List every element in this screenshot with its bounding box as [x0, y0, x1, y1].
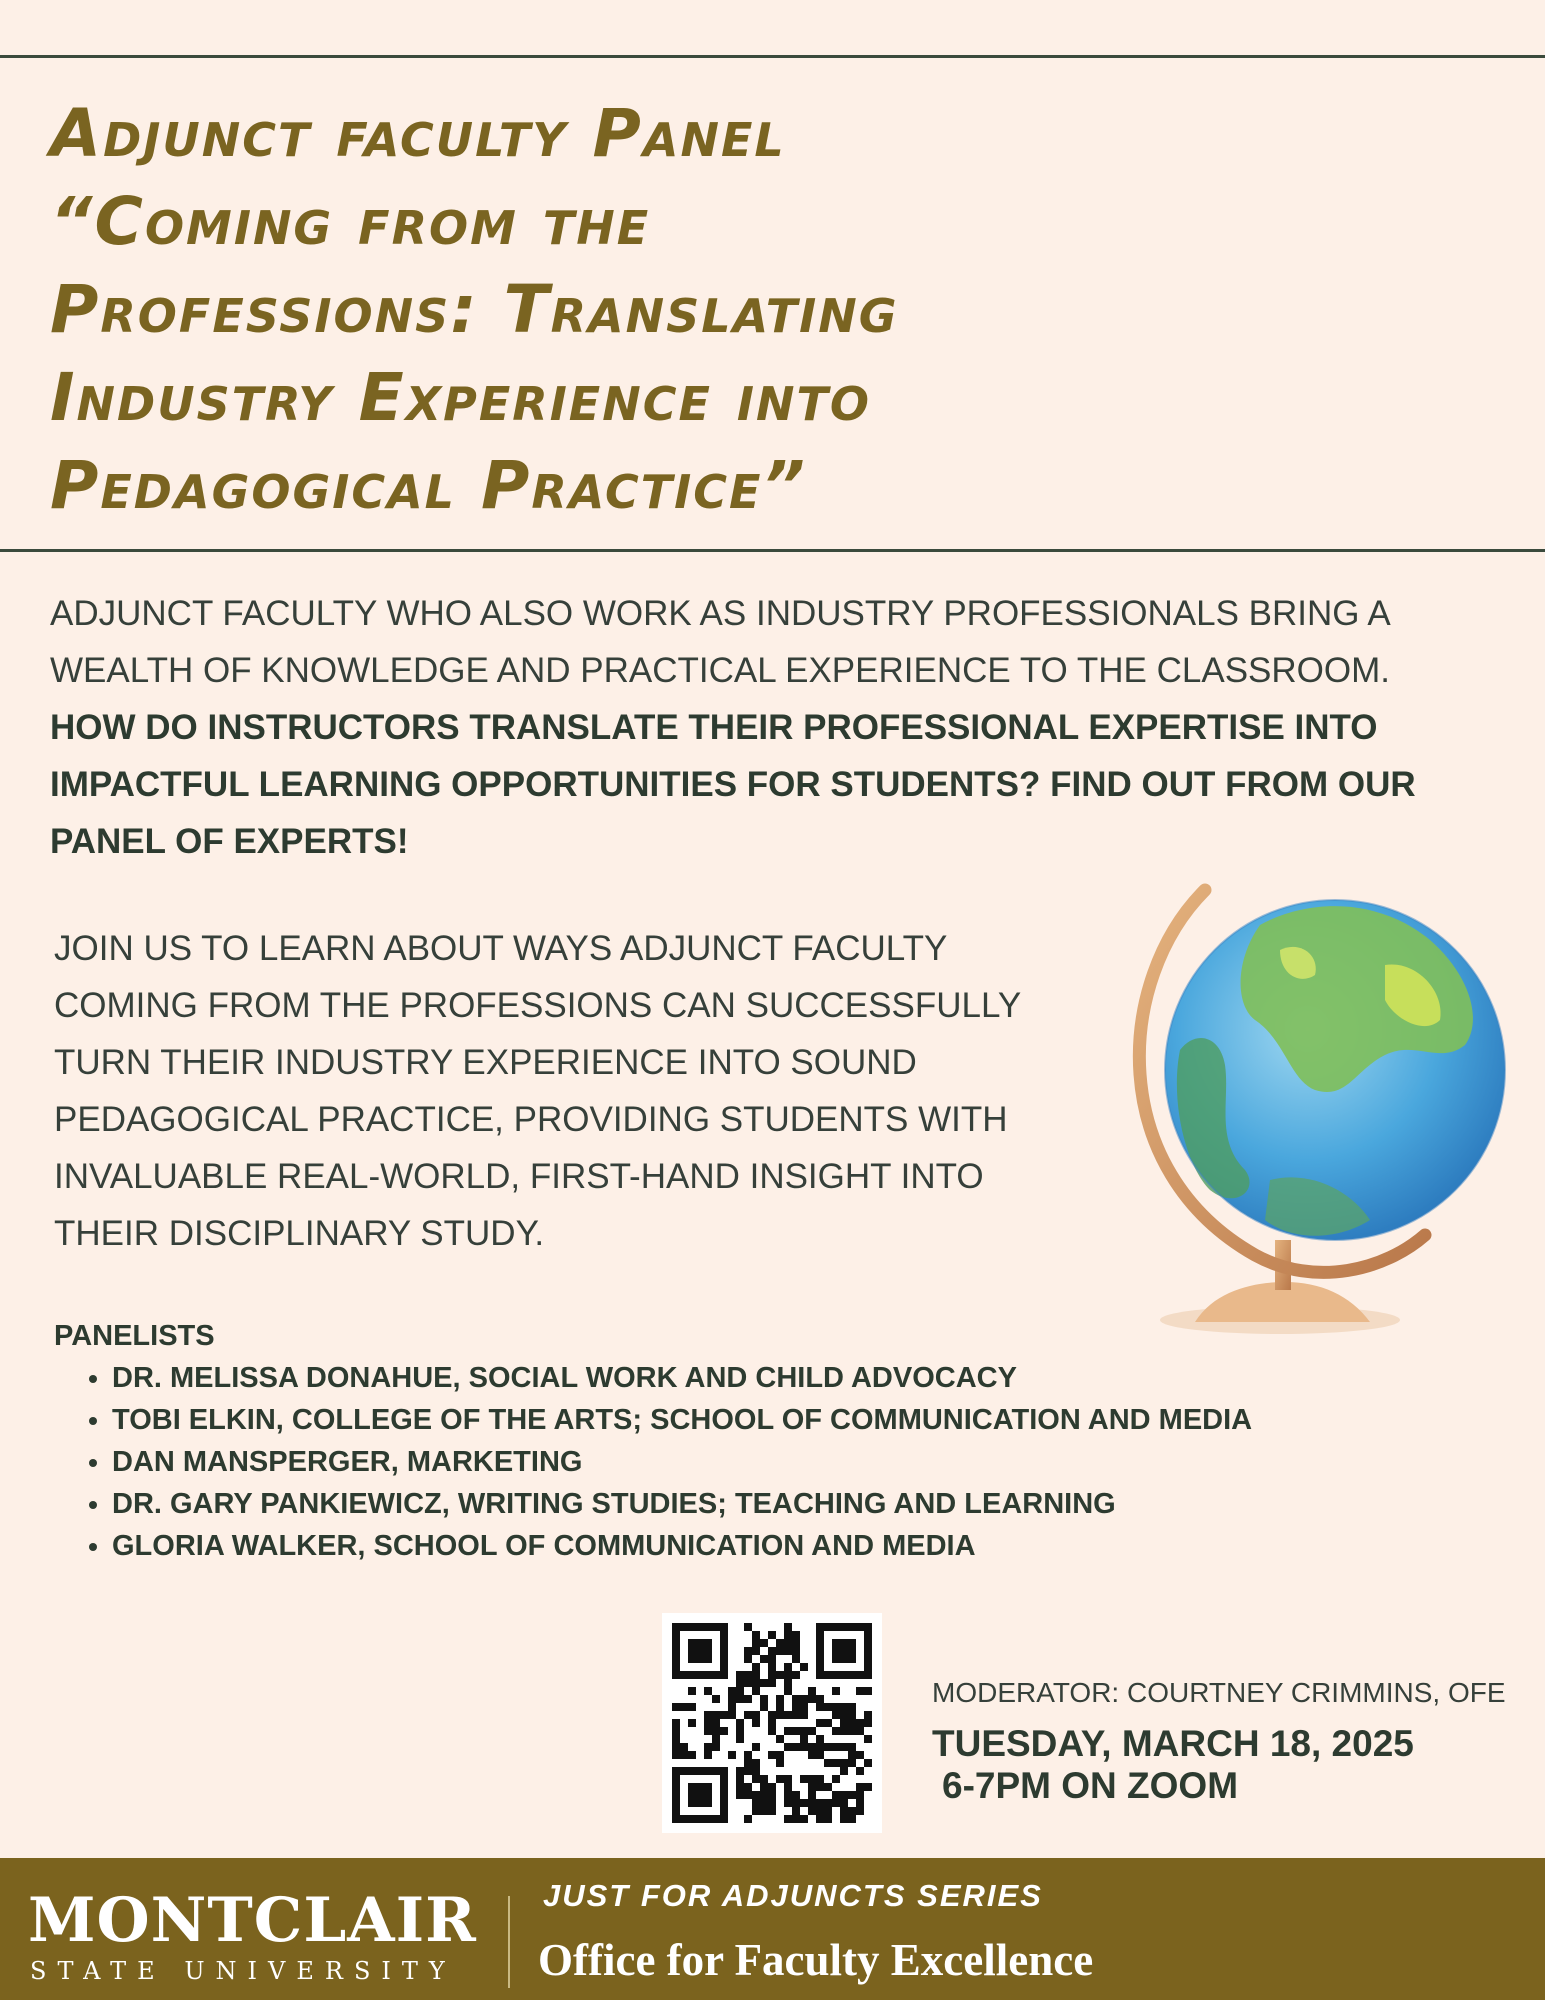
panelists-section: [54, 1320, 1494, 1567]
qr-code[interactable]: [662, 1613, 882, 1833]
panelist-item: • DR. MELISSA DONAHUE, SOCIAL WORK AND CHILD ADVOCACY: [112, 1357, 1494, 1399]
event-title: [50, 90, 1450, 530]
series-name: JUST FOR ADJUNCTS SERIES: [543, 1878, 1043, 1913]
title-divider: [0, 549, 1545, 552]
title-line: Professions: Translating: [50, 271, 899, 348]
panelist-item: • DAN MANSPERGER, MARKETING: [112, 1441, 1494, 1483]
footer-divider: [508, 1896, 510, 1988]
event-date: TUESDAY, MARCH 18, 2025: [932, 1723, 1414, 1764]
title-line: Industry Experience into: [50, 359, 871, 436]
intro-text: ADJUNCT FACULTY WHO ALSO WORK AS INDUSTRY PROFESSIONALS BRING A WEALTH OF KNOWLEDGE AND PRACTICAL EXPERIENCE TO THE CLASSROOM.: [50, 594, 1390, 690]
intro-question: HOW DO INSTRUCTORS TRANSLATE THEIR PROFESSIONAL EXPERTISE INTO IMPACTFUL LEARNING OPPORTUNITIES FOR STUDENTS? FIND OUT FROM OUR PANEL OF EXPERTS!: [50, 708, 1416, 861]
title-line: Adjunct faculty Panel: [50, 95, 786, 172]
globe-illustration: [1085, 870, 1515, 1340]
panelist-item: • DR. GARY PANKIEWICZ, WRITING STUDIES; TEACHING AND LEARNING: [112, 1483, 1494, 1525]
university-logo-name: MONTCLAIR: [28, 1885, 477, 1956]
footer-bar: [0, 1858, 1545, 2000]
panelist-item: • TOBI ELKIN, COLLEGE OF THE ARTS; SCHOOL OF COMMUNICATION AND MEDIA: [112, 1399, 1494, 1441]
title-line: “Coming from the: [50, 183, 651, 260]
panelists-heading: PANELISTS: [54, 1320, 215, 1352]
top-divider: [0, 55, 1545, 58]
office-name: Office for Faculty Excellence: [538, 1935, 1094, 1985]
event-time: 6-7PM ON ZOOM: [942, 1765, 1239, 1806]
intro-paragraph: [50, 585, 1480, 870]
description-paragraph: JOIN US TO LEARN ABOUT WAYS ADJUNCT FACULTY COMING FROM THE PROFESSIONS CAN SUCCESSFULLY TURN THEIR INDUSTRY EXPERIENCE INTO SOUND PEDAGOGICAL PRACTICE, PROVIDING STUDENTS WITH INVALUABLE REAL-WORLD, FIRST-HAND INSIGHT INTO THEIR DISCIPLINARY STUDY.: [54, 929, 1021, 1253]
university-logo-subtitle: STATE UNIVERSITY: [30, 1957, 456, 1985]
panelist-item: • GLORIA WALKER, SCHOOL OF COMMUNICATION AND MEDIA: [112, 1525, 1494, 1567]
title-line: Pedagogical Practice”: [50, 447, 807, 524]
panelist-list: [54, 1357, 1494, 1567]
moderator-text: MODERATOR: COURTNEY CRIMMINS, OFE: [932, 1677, 1506, 1708]
